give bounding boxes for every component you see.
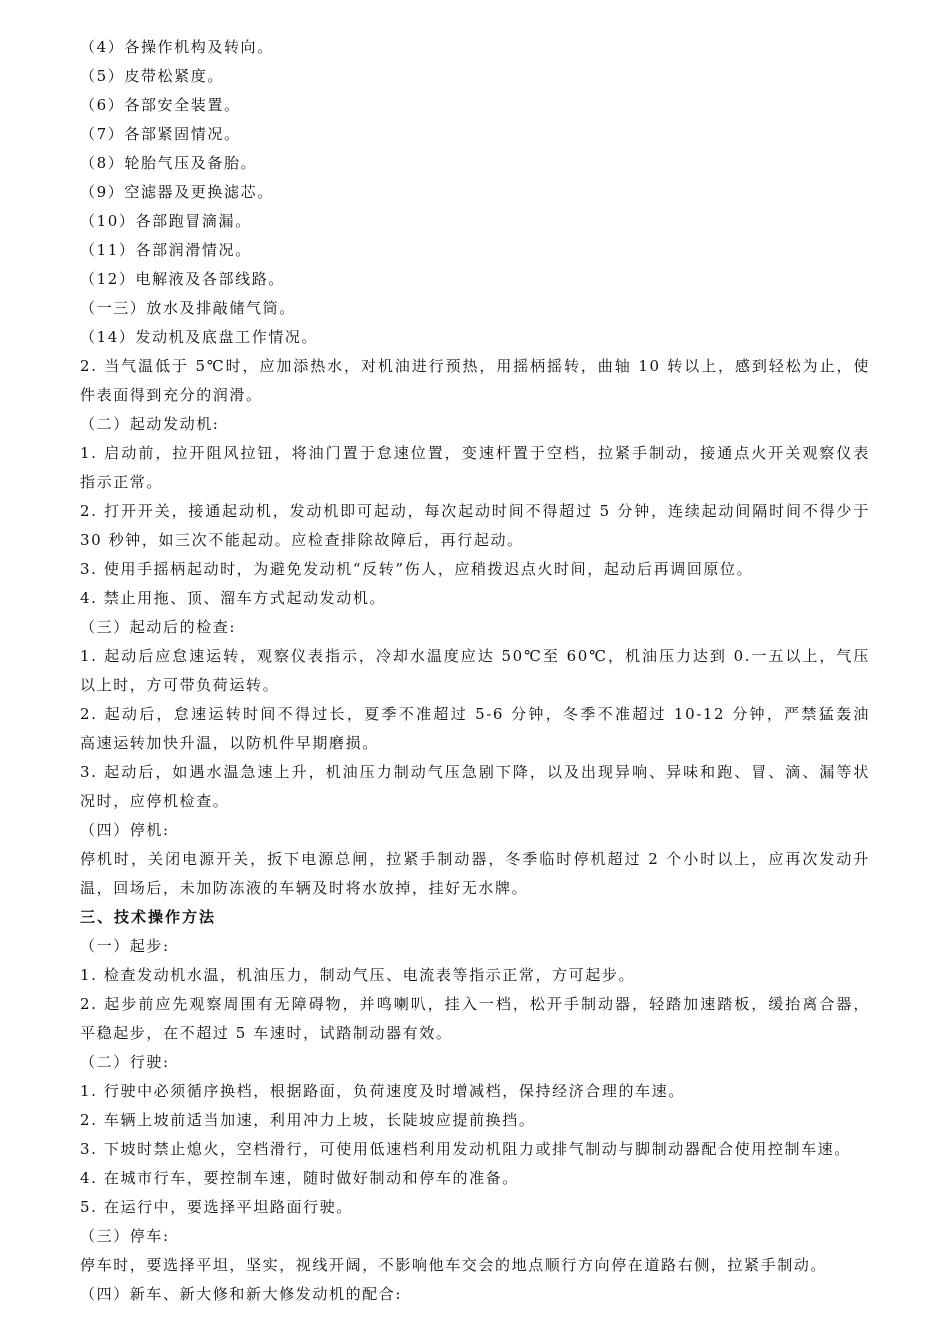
text-line: （一三）放水及排敲储气筒。 — [80, 299, 296, 317]
text-line: 4. 禁止用拖、顶、溜车方式起动发动机。 — [80, 589, 387, 607]
text-line: 2. 打开开关，接通起动机，发动机即可起动，每次起动时间不得超过 5 分钟，连续起动间隔时间不得少于 — [80, 502, 870, 520]
text-line: 温，回场后，未加防冻液的车辆及时将水放掉，挂好无水牌。 — [80, 879, 529, 897]
text-line: 3. 下坡时禁止熄火，空档滑行，可使用低速档利用发动机阻力或排气制动与脚制动器配合使用控制车速。 — [80, 1140, 851, 1158]
text-line: 高速运转加快升温，以防机件早期磨损。 — [80, 734, 379, 752]
text-line: 1. 检查发动机水温，机油压力，制动气压、电流表等指示正常，方可起步。 — [80, 966, 636, 984]
text-line: 1. 启动前，拉开阻风拉钮，将油门置于怠速位置，变速杆置于空档，拉紧手制动，接通点火开关观察仪表 — [80, 444, 870, 462]
text-line: （7）各部紧固情况。 — [80, 125, 241, 143]
text-line: （三）起动后的检查: — [80, 618, 237, 636]
text-line: （四）停机: — [80, 821, 170, 839]
text-line: （14）发动机及底盘工作情况。 — [80, 328, 319, 346]
text-line: （5）皮带松紧度。 — [80, 67, 224, 85]
text-line: 1. 起动后应怠速运转，观察仪表指示，冷却水温度应达 50℃至 60℃，机油压力达到 0.一五以上，气压 — [80, 647, 870, 665]
text-line: 以上时，方可带负荷运转。 — [80, 676, 280, 694]
text-line: 停车时，要选择平坦，坚实，视线开阔，不影响他车交会的地点顺行方向停在道路右侧，拉紧手制动。 — [80, 1256, 828, 1274]
text-line: 1. 行驶中必须循序换档，根据路面，负荷速度及时增减档，保持经济合理的车速。 — [80, 1082, 685, 1100]
text-line: 指示正常。 — [80, 473, 164, 491]
section-heading: 三、技术操作方法 — [80, 908, 217, 926]
text-line: （三）停车: — [80, 1227, 170, 1245]
text-line: 况时，应停机检查。 — [80, 792, 230, 810]
text-line: 2. 车辆上坡前适当加速，利用冲力上坡，长陡坡应提前换挡。 — [80, 1111, 536, 1129]
text-line: （二）行驶: — [80, 1053, 170, 1071]
text-line: （9）空滤器及更换滤芯。 — [80, 183, 274, 201]
text-line: （12）电解液及各部线路。 — [80, 270, 285, 288]
text-line: 2. 起动后，怠速运转时间不得过长，夏季不准超过 5-6 分钟，冬季不准超过 10-12 分钟，严禁猛轰油 — [80, 705, 870, 723]
text-line: 2. 起步前应先观察周围有无障碍物，并鸣喇叭，挂入一档，松开手制动器，轻踏加速踏板，缓抬离合器， — [80, 995, 870, 1013]
text-line: 4. 在城市行车，要控制车速，随时做好制动和停车的准备。 — [80, 1169, 519, 1187]
text-line: 3. 起动后，如遇水温急速上升，机油压力制动气压急剧下降，以及出现异响、异味和跑、冒、滴、漏等状 — [80, 763, 870, 781]
text-line: 件表面得到充分的润滑。 — [80, 386, 263, 404]
text-line: 2. 当气温低于 5℃时，应加添热水，对机油进行预热，用摇柄摇转，曲轴 10 转以上，感到轻松为止，使 — [80, 357, 870, 375]
text-line: 平稳起步，在不超过 5 车速时，试踏制动器有效。 — [80, 1024, 453, 1042]
text-line: 5. 在运行中，要选择平坦路面行驶。 — [80, 1198, 353, 1216]
text-line: （一）起步: — [80, 937, 170, 955]
text-line: 停机时，关闭电源开关，扳下电源总闸，拉紧手制动器，冬季临时停机超过 2 个小时以上，应再次发动升 — [80, 850, 870, 868]
text-line: （11）各部润滑情况。 — [80, 241, 252, 259]
text-line: （4）各操作机构及转向。 — [80, 38, 274, 56]
text-line: （二）起动发动机: — [80, 415, 220, 433]
text-line: （6）各部安全装置。 — [80, 96, 241, 114]
text-line: （10）各部跑冒滴漏。 — [80, 212, 252, 230]
text-line: 3. 使用手摇柄起动时，为避免发动机“反转”伤人，应稍拨迟点火时间，起动后再调回原位。 — [80, 560, 754, 578]
text-line: 30 秒钟，如三次不能起动。应检查排除故障后，再行起动。 — [80, 531, 524, 549]
text-line: （四）新车、新大修和新大修发动机的配合: — [80, 1285, 403, 1303]
text-line: （8）轮胎气压及备胎。 — [80, 154, 258, 172]
document-page — [80, 33, 870, 1309]
